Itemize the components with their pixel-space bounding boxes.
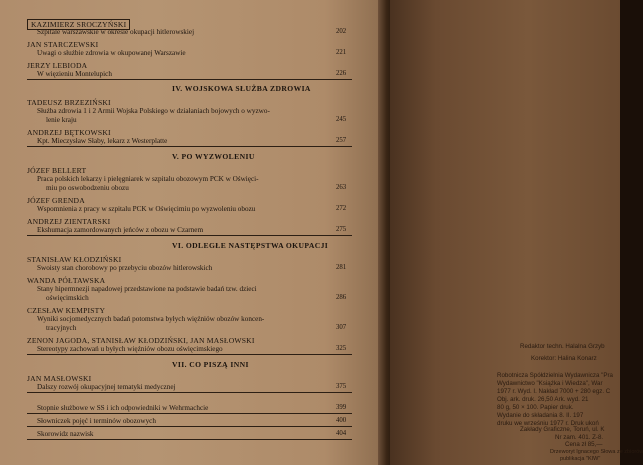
section-header: VI. ODLEGŁE NASTĘPSTWA OKUPACJI xyxy=(172,241,329,250)
right-page xyxy=(390,0,643,465)
colophon-line: Drzeworyt Ignacego Słowa ze zbiorów xyxy=(550,449,643,455)
toc-title: tracyjnych xyxy=(46,324,77,332)
toc-title: Stereotypy zachowań u byłych więźniów obozu oświęcimskiego xyxy=(37,345,223,353)
toc-page-number: 202 xyxy=(336,28,347,35)
toc-author: JAN STARCZEWSKI xyxy=(27,40,99,49)
colophon-line: Cena zł 85,— xyxy=(565,441,603,448)
toc-title: W więzieniu Montelupich xyxy=(37,70,112,78)
toc-page-number: 245 xyxy=(336,116,347,123)
toc-title: lenie kraju xyxy=(46,116,77,124)
toc-author: JÓZEF BELLERT xyxy=(27,166,87,175)
divider-line xyxy=(27,146,352,147)
divider-line xyxy=(27,79,352,80)
toc-title: Stany hipermnezji napadowej przedstawione na podstawie badań tzw. dzieci xyxy=(37,285,257,293)
divider-line xyxy=(27,392,352,393)
toc-author: TADEUSZ BRZEZIŃSKI xyxy=(27,98,111,107)
section-header: V. PO WYZWOLENIU xyxy=(172,152,255,161)
toc-title: Ekshumacja zamordowanych jeńców z obozu w Czarnem xyxy=(37,226,204,234)
colophon-line: Wydanie do składania 8. II. 197 xyxy=(497,412,584,419)
toc-author: ZENON JAGODA, STANISŁAW KŁODZIŃSKI, JAN MASŁOWSKI xyxy=(27,336,255,345)
toc-author: JAN MASŁOWSKI xyxy=(27,374,92,383)
colophon-line: 1977 r. Wyd. I. Nakład 7000 + 280 egz. C xyxy=(497,388,611,395)
toc-title: Praca polskich lekarzy i pielęgniarek w szpitalu obozowym PCK w Oświęci- xyxy=(37,175,259,183)
toc-author: JERZY LEBIODA xyxy=(27,61,88,70)
colophon-line: Robotnicza Spółdzielnia Wydawnicza "Pra xyxy=(497,372,613,379)
toc-author: STANISŁAW KŁODZIŃSKI xyxy=(27,255,122,264)
colophon-line: Zakłady Graficzne, Toruń, ul. K xyxy=(520,426,605,433)
toc-page-number: 263 xyxy=(336,184,347,191)
colophon-line: druku we wrześniu 1977 r. Druk ukoń xyxy=(497,420,599,427)
toc-page-number: 275 xyxy=(336,226,347,233)
section-header: IV. WOJSKOWA SŁUŻBA ZDROWIA xyxy=(172,84,311,93)
colophon-line: Obj. ark. druk. 26,50 Ark. wyd. 21 xyxy=(497,396,589,403)
toc-title: Służba zdrowia 1 i 2 Armii Wojska Polskiego w działaniach bojowych o wyzwo- xyxy=(37,107,270,115)
toc-page-number: 400 xyxy=(336,417,347,424)
colophon-line: publikacja "KIW" xyxy=(560,456,601,462)
appendix-title: Słowniczek pojęć i terminów obozowych xyxy=(37,417,156,425)
divider-line xyxy=(27,426,352,427)
toc-page-number: 226 xyxy=(336,70,347,77)
divider-line xyxy=(27,439,352,440)
toc-title: Kpt. Mieczysław Słaby, lekarz z Westerplatte xyxy=(37,137,168,145)
colophon-line: Wydawnictwo "Książka i Wiedza", War xyxy=(497,380,603,387)
toc-page-number: 272 xyxy=(336,205,347,212)
toc-page-number: 307 xyxy=(336,324,347,331)
toc-page-number: 404 xyxy=(336,430,347,437)
toc-title: Dalszy rozwój okupacyjnej tematyki medycznej xyxy=(37,383,176,391)
toc-title: miu po oswobodzeniu obozu xyxy=(46,184,129,192)
colophon-line: Korektor: Halina Konarz xyxy=(531,355,597,362)
toc-title: Szpitale warszawskie w okresie okupacji hitlerowskiej xyxy=(37,28,195,36)
toc-author: ANDRZEJ ZIENTARSKI xyxy=(27,217,111,226)
toc-title: Uwagi o służbie zdrowia w okupowanej Warszawie xyxy=(37,49,186,57)
toc-page-number: 399 xyxy=(336,404,347,411)
toc-page-number: 281 xyxy=(336,264,347,271)
colophon-line: Redaktor techn. Halalna Grzyb xyxy=(520,343,605,350)
divider-line xyxy=(27,235,352,236)
colophon-line: 80 g, 50 × 100. Papier druk. xyxy=(497,404,574,411)
toc-author: CZESŁAW KEMPISTY xyxy=(27,306,106,315)
toc-author: ANDRZEJ BĘTKOWSKI xyxy=(27,128,111,137)
toc-title: Wyniki socjomedycznych badań potomstwa byłych więźniów obozów koncen- xyxy=(37,315,265,323)
toc-author: WANDA PÓŁTAWSKA xyxy=(27,276,106,285)
toc-page-number: 286 xyxy=(336,294,347,301)
divider-line xyxy=(27,354,352,355)
toc-title: Swoisty stan chorobowy po przebyciu obozów hitlerowskich xyxy=(37,264,213,272)
toc-author: JÓZEF GRENDA xyxy=(27,196,85,205)
section-header: VII. CO PISZĄ INNI xyxy=(172,360,249,369)
appendix-title: Stopnie służbowe w SS i ich odpowiedniki w Wehrmachcie xyxy=(37,404,209,412)
toc-page-number: 221 xyxy=(336,49,347,56)
toc-page-number: 375 xyxy=(336,383,347,390)
toc-title: Wspomnienia z pracy w szpitalu PCK w Oświęcimiu po wyzwoleniu obozu xyxy=(37,205,256,213)
appendix-title: Skorowidz nazwisk xyxy=(37,430,94,438)
toc-page-number: 257 xyxy=(336,137,347,144)
divider-line xyxy=(27,413,352,414)
colophon-line: Nr zam. 401. Z-8. xyxy=(555,434,604,441)
toc-page-number: 325 xyxy=(336,345,347,352)
toc-author: KAZIMIERZ SROCZYŃSKI xyxy=(27,19,130,30)
toc-title: oświęcimskich xyxy=(46,294,89,302)
